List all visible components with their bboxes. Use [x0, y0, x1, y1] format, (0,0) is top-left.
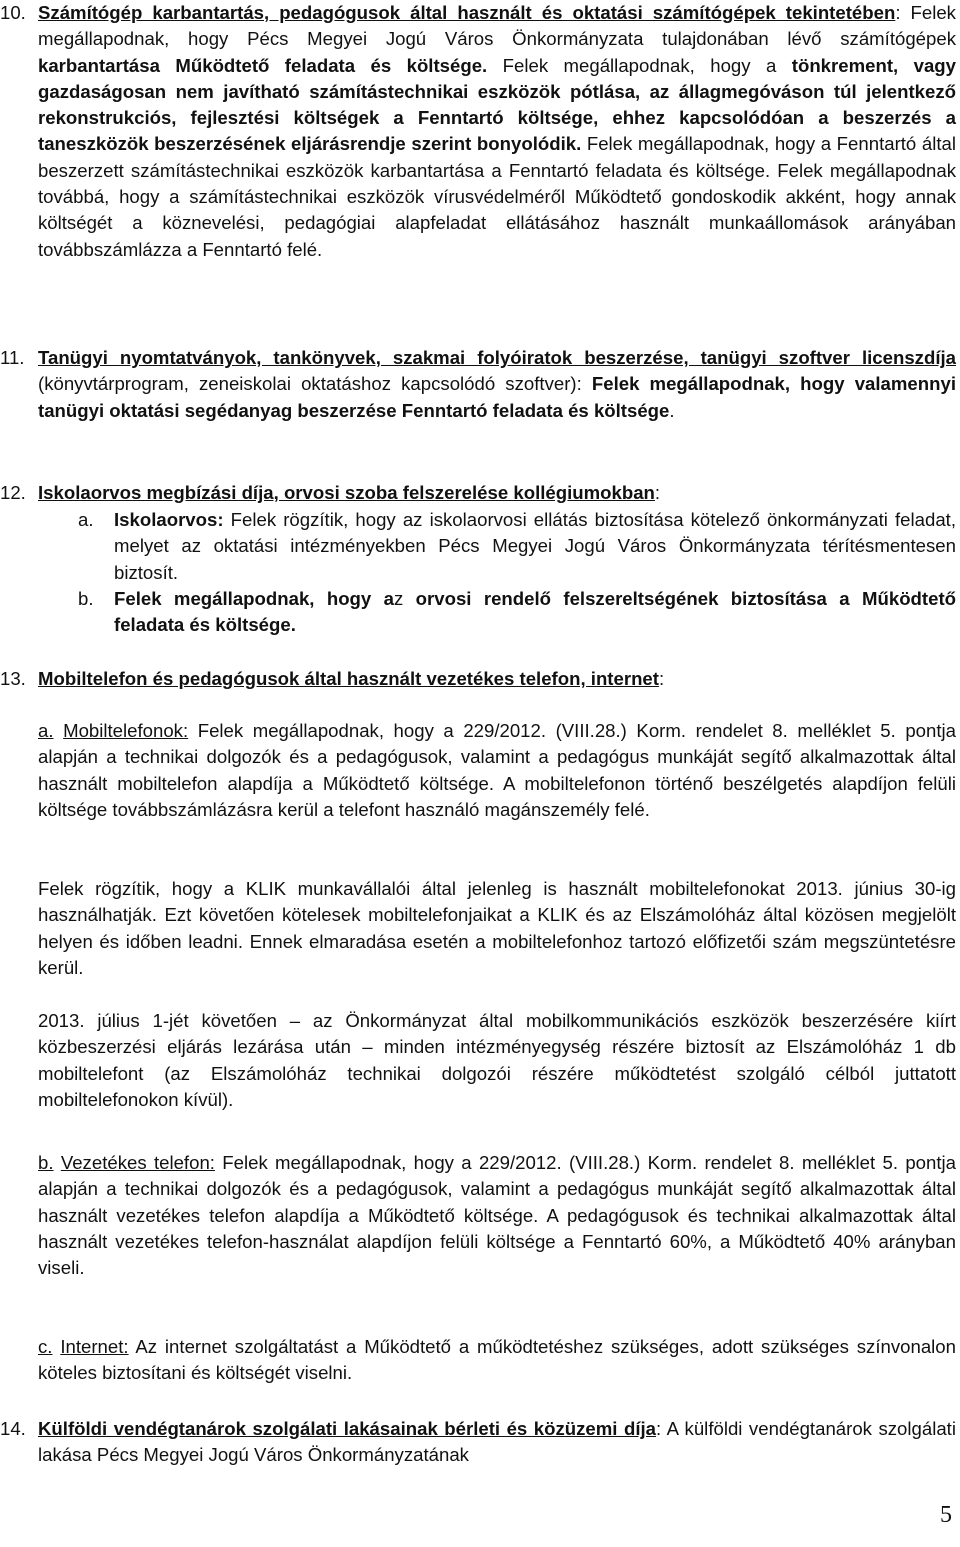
section-11	[0, 345, 956, 424]
text: z	[393, 588, 404, 609]
item-label: c.	[38, 1336, 53, 1357]
section-13-item-c	[0, 1334, 956, 1387]
item-label: b.	[38, 1152, 54, 1173]
text: .	[669, 399, 675, 421]
item-text	[38, 718, 956, 823]
section-14-text	[38, 1416, 956, 1469]
section-13-paragraph-3	[0, 1008, 956, 1113]
text: Felek megállapodnak, hogy a 229/2012. (VIII.28.) Korm. rendelet 8. melléklet 5. pontja alapján a technikai dolgozók és a pedagógusok, valamint a pedagógus munkáját segítő alkalmazottak által használt mobiltelefon alapdíja a Működtető költsége. A mobiltelefonon történő beszélgetés alapdíjon felüli költsége továbbszámlázásra kerül a telefont használó magánszemély felé.	[38, 720, 956, 820]
section-13-item-a	[0, 718, 956, 823]
item-text	[114, 586, 956, 639]
item-text	[114, 507, 956, 586]
section-number: 10.	[0, 2, 26, 23]
section-number: 12.	[0, 482, 26, 503]
text: Felek megállapodnak, hogy a	[487, 54, 792, 76]
section-10-text	[38, 0, 956, 263]
emphasis: tönkrement, vagy gazdaságosan nem javítható számítástechnikai eszközök pótlása, az állagmegóváson túl jelentkező rekonstrukciós, fejlesztési költségek a Fenntartó költsége, ehhez kapcsolódóan a beszerzés a taneszközök beszerzésének eljárásrendje szerint bonyolódik.	[38, 54, 956, 155]
page-number: 5	[940, 1502, 952, 1528]
item-label: a.	[78, 509, 94, 530]
item-title: Mobiltelefonok:	[63, 720, 189, 741]
paragraph: 2013. július 1-jét követően – az Önkormányzat által mobilkommunikációs eszközök beszerzésére kiírt közbeszerzési eljárás lezárása után – minden intézményegység részére biztosít az Elszámolóház 1 db mobiltelefont (az Elszámolóház technikai dolgozói részére működtetést szolgáló célból juttatott mobiltelefonokon kívül).	[38, 1010, 956, 1110]
section-14	[0, 1416, 956, 1469]
item-text	[38, 1150, 956, 1281]
item-title: Vezetékes telefon:	[60, 1152, 215, 1173]
text: :	[658, 668, 665, 689]
text: Az internet szolgáltatást a Működtető a működtetéshez szükséges, adott szükséges színvonalon köteles biztosítani és költségét viselni.	[38, 1336, 956, 1384]
item-title: Internet:	[60, 1336, 129, 1357]
section-heading: Tanügyi nyomtatványok, tankönyvek, szakmai folyóiratok beszerzése, tanügyi szoftver licenszdíja	[38, 347, 956, 368]
section-heading: Számítógép karbantartás, pedagógusok által használt és oktatási számítógépek tekintetében	[38, 2, 896, 23]
section-12	[0, 480, 956, 506]
section-heading: Mobiltelefon és pedagógusok által használt vezetékes telefon, internet	[38, 668, 659, 689]
text: Felek rögzítik, hogy az iskolaorvosi ellátás biztosítása kötelező önkormányzati feladat, melyet az oktatási intézményekben Pécs Megyei Jogú Város Önkormányzata térítésmentesen biztosít.	[114, 509, 956, 583]
section-10	[0, 0, 956, 263]
section-13	[0, 666, 956, 692]
item-label: a.	[38, 720, 54, 741]
emphasis: karbantartása Működtető feladata és költsége.	[38, 54, 488, 76]
section-13-heading	[38, 666, 956, 692]
text: Felek megállapodnak, hogy a Fenntartó által beszerzett számítástechnikai eszközök karbantartása a Fenntartó feladata és költsége. Felek megállapodnak továbbá, hogy a számítástechnikai eszközök vírusvédelméről Működtető gondoskodik akként, hogy annak költségét a köznevelési, pedagógiai alapfeladat ellátásához használt munkaállomások arányában továbbszámlázza a Fenntartó felé.	[38, 133, 956, 260]
emphasis: orvosi rendelő felszereltségének biztosítása a Működtető feladata és költsége.	[114, 588, 956, 636]
text: : Felek megállapodnak, hogy Pécs Megyei Jogú Város Önkormányzata tulajdonában lévő számítógépek	[38, 2, 956, 50]
emphasis: Iskolaorvos:	[114, 509, 224, 530]
item-label: b.	[78, 588, 94, 609]
paragraph: Felek rögzítik, hogy a KLIK munkavállalói által jelenleg is használt mobiltelefonokat 2013. június 30-ig használhatják. Ezt követően kötelesek mobiltelefonjaikat a KLIK és az Elszámolóház által közösen megjelölt helyen és időben leadni. Ennek elmaradása esetén a mobiltelefonhoz tartozó előfizetői szám megszüntetésre kerül.	[38, 878, 956, 978]
section-11-text	[38, 345, 956, 424]
section-12-heading	[38, 480, 956, 506]
section-number: 14.	[0, 1418, 26, 1439]
section-heading: Iskolaorvos megbízási díja, orvosi szoba felszerelése kollégiumokban	[38, 482, 655, 503]
item-text	[38, 1334, 956, 1387]
section-12-item-a	[0, 507, 956, 586]
section-12-item-b	[0, 586, 956, 639]
emphasis: Felek megállapodnak, hogy valamennyi tanügyi oktatási segédanyag beszerzése Fenntartó feladata és költsége	[38, 373, 956, 421]
section-13-item-b	[0, 1150, 956, 1281]
section-heading: Külföldi vendégtanárok szolgálati lakásainak bérleti és közüzemi díja	[38, 1418, 657, 1439]
text: (könyvtárprogram, zeneiskolai oktatáshoz kapcsolódó szoftver):	[38, 373, 592, 395]
text: : A külföldi vendégtanárok szolgálati lakása Pécs Megyei Jogú Város Önkormányzatának	[38, 1418, 956, 1466]
section-number: 11.	[0, 347, 25, 368]
section-13-paragraph-2	[0, 876, 956, 981]
text: :	[654, 482, 661, 503]
emphasis: Felek megállapodnak, hogy a	[114, 588, 394, 609]
text: Felek megállapodnak, hogy a 229/2012. (VIII.28.) Korm. rendelet 8. melléklet 5. pontja alapján a technikai dolgozók és a pedagógusok, valamint a pedagógus munkáját segítő alkalmazottak által használt vezetékes telefon alapdíja a Működtető költsége. A pedagógusok és technikai alkalmazottak által használt vezetékes telefon-használat alapdíjon felüli költsége a Fenntartó 60%, a Működtető 40% arányban viseli.	[38, 1152, 956, 1279]
section-number: 13.	[0, 668, 26, 689]
